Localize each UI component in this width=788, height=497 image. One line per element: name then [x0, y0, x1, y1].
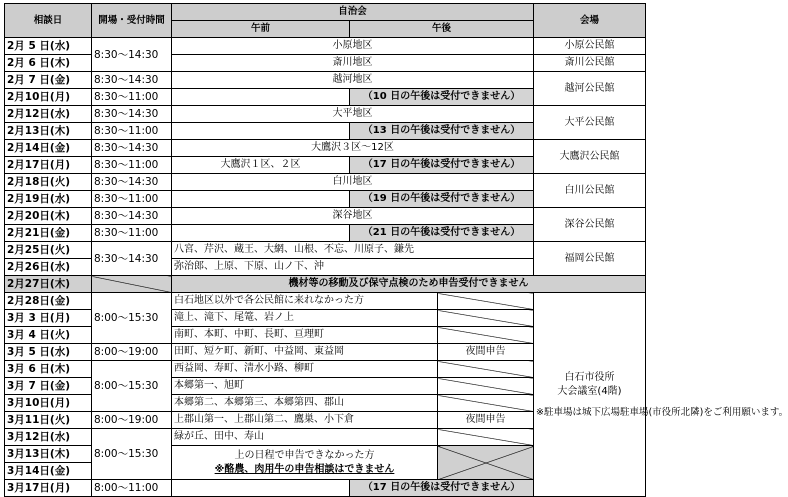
- crossed-cell: [438, 395, 534, 412]
- date-cell: 3月14日(金): [5, 463, 92, 480]
- remaining-filers-text: 上の日程で申告できなかった方: [234, 449, 375, 461]
- closed-note: （17 日の午後は受付できません）: [350, 480, 534, 497]
- time-cell: 8:30～11:00: [92, 191, 172, 208]
- crossed-cell: [438, 429, 534, 446]
- date-cell: 3月10日(月): [5, 395, 92, 412]
- area-cell: 大鷹沢３区～12区: [172, 140, 534, 157]
- crossed-cell: [92, 276, 172, 293]
- venue-cell: 小原公民館: [534, 38, 646, 55]
- schedule-table: [4, 3, 788, 497]
- closed-note: （10 日の午後は受付できません）: [350, 89, 534, 106]
- area-cell: 本郷第一、旭町: [172, 378, 438, 395]
- closed-note: （13 日の午後は受付できません）: [350, 123, 534, 140]
- time-cell: 8:00～15:30: [92, 293, 172, 344]
- venue-cell: 斎川公民館: [534, 55, 646, 72]
- time-cell: 8:30～14:30: [92, 106, 172, 123]
- date-cell: 2月10日(月): [5, 89, 92, 106]
- date-cell: 3月 6 日(木): [5, 361, 92, 378]
- crossed-cell: [438, 310, 534, 327]
- closed-day-notice: 機材等の移動及び保守点検のため申告受付できません: [172, 276, 646, 293]
- time-cell: 8:00～11:00: [92, 480, 172, 497]
- area-cell: 大鷹沢１区、２区: [172, 157, 350, 174]
- venue-name: 白石市役所: [564, 371, 615, 383]
- time-cell: 8:30～14:30: [92, 208, 172, 225]
- venue-cell: 白川公民館: [534, 174, 646, 208]
- crossed-cell: [438, 446, 534, 480]
- dairy-warning: ※酪農、肉用牛の申告相談はできません: [214, 463, 395, 475]
- date-cell: 3月 5 日(水): [5, 344, 92, 361]
- header-assoc: 自治会: [172, 4, 534, 21]
- venue-cell: 越河公民館: [534, 72, 646, 106]
- date-cell: 3月 4 日(火): [5, 327, 92, 344]
- area-cell: 大平地区: [172, 106, 534, 123]
- time-cell: 8:30～14:30: [92, 242, 172, 276]
- area-cell: 西益岡、寿町、清水小路、柳町: [172, 361, 438, 378]
- area-cell: 斎川地区: [172, 55, 534, 72]
- time-cell: 8:30～11:00: [92, 225, 172, 242]
- crossed-cell: [438, 361, 534, 378]
- header-time: 開場・受付時間: [92, 4, 172, 38]
- blank-cell: [172, 191, 350, 208]
- date-cell: 2月28日(金): [5, 293, 92, 310]
- crossed-cell: [438, 293, 534, 310]
- crossed-cell: [438, 327, 534, 344]
- crossed-cell: [438, 378, 534, 395]
- venue-cell: 大鷹沢公民館: [534, 140, 646, 174]
- area-cell: 南町、本町、中町、長町、亘理町: [172, 327, 438, 344]
- closed-note: （21 日の午後は受付できません）: [350, 225, 534, 242]
- time-cell: 8:00～15:30: [92, 429, 172, 480]
- time-cell: 8:30～14:30: [92, 72, 172, 89]
- date-cell: 2月19日(水): [5, 191, 92, 208]
- date-cell: 2月26日(水): [5, 259, 92, 276]
- date-cell: 3月13日(木): [5, 446, 92, 463]
- closed-note: （19 日の午後は受付できません）: [350, 191, 534, 208]
- time-cell: 8:30～14:30: [92, 174, 172, 191]
- time-cell: 8:30～11:00: [92, 123, 172, 140]
- area-cell: 白石地区以外で各公民館に来れなかった方: [172, 293, 438, 310]
- area-cell: 田町、短ケ町、新町、中益岡、東益岡: [172, 344, 438, 361]
- area-cell: 八宮、芹沢、蔵王、大網、山根、不忘、川原子、鎌先: [172, 242, 534, 259]
- header-pm: 午後: [350, 21, 534, 38]
- date-cell: 2月14日(金): [5, 140, 92, 157]
- blank-cell: [172, 225, 350, 242]
- city-hall-venue: [534, 293, 788, 497]
- date-cell: 3月 3 日(月): [5, 310, 92, 327]
- area-cell: 滝上、滝下、尾篭、岩ノ上: [172, 310, 438, 327]
- header-am: 午前: [172, 21, 350, 38]
- area-cell: 深谷地区: [172, 208, 534, 225]
- area-cell: 白川地区: [172, 174, 534, 191]
- area-cell: 緑が丘、田中、寿山: [172, 429, 438, 446]
- time-cell: 8:00～19:00: [92, 344, 172, 361]
- time-cell: 8:30～11:00: [92, 157, 172, 174]
- night-filing-label: 夜間申告: [438, 344, 534, 361]
- blank-cell: [172, 123, 350, 140]
- date-cell: 2月13日(木): [5, 123, 92, 140]
- time-cell: 8:00～15:30: [92, 361, 172, 412]
- date-cell: 3月 7 日(金): [5, 378, 92, 395]
- area-cell: 本郷第二、本郷第三、本郷第四、郡山: [172, 395, 438, 412]
- date-cell: 2月25日(火): [5, 242, 92, 259]
- closed-note: （17 日の午後は受付できません）: [350, 157, 534, 174]
- area-cell: 越河地区: [172, 72, 534, 89]
- parking-note: ※駐車場は城下広場駐車場(市役所北隣)をご利用願います。: [536, 406, 788, 418]
- time-cell: 8:30～14:30: [92, 140, 172, 157]
- date-cell: 3月11日(火): [5, 412, 92, 429]
- time-cell: 8:00～19:00: [92, 412, 172, 429]
- header-date: 相談日: [5, 4, 92, 38]
- schedule-wrap: [4, 3, 788, 497]
- date-cell: 2月 6 日(木): [5, 55, 92, 72]
- date-cell: 2月21日(金): [5, 225, 92, 242]
- blank-cell: [172, 89, 350, 106]
- time-cell: 8:30～11:00: [92, 89, 172, 106]
- venue-cell: 福岡公民館: [534, 242, 646, 276]
- venue-cell: 大平公民館: [534, 106, 646, 140]
- date-cell: 2月17日(月): [5, 157, 92, 174]
- area-cell: 弥治郎、上原、下原、山ノ下、沖: [172, 259, 534, 276]
- header-venue: 会場: [534, 4, 646, 38]
- date-cell: 2月 5 日(水): [5, 38, 92, 55]
- night-filing-label: 夜間申告: [438, 412, 534, 429]
- date-cell: 3月12日(水): [5, 429, 92, 446]
- venue-room: 大会議室(4階): [557, 385, 622, 397]
- date-cell: 2月27日(木): [5, 276, 92, 293]
- date-cell: 3月17日(月): [5, 480, 92, 497]
- date-cell: 2月 7 日(金): [5, 72, 92, 89]
- venue-cell: 深谷公民館: [534, 208, 646, 242]
- date-cell: 2月12日(水): [5, 106, 92, 123]
- blank-cell: [172, 480, 350, 497]
- date-cell: 2月20日(木): [5, 208, 92, 225]
- area-cell: [172, 446, 438, 480]
- date-cell: 2月18日(火): [5, 174, 92, 191]
- time-cell: 8:30～14:30: [92, 38, 172, 72]
- area-cell: 上郡山第一、上郡山第二、鷹巣、小下倉: [172, 412, 438, 429]
- area-cell: 小原地区: [172, 38, 534, 55]
